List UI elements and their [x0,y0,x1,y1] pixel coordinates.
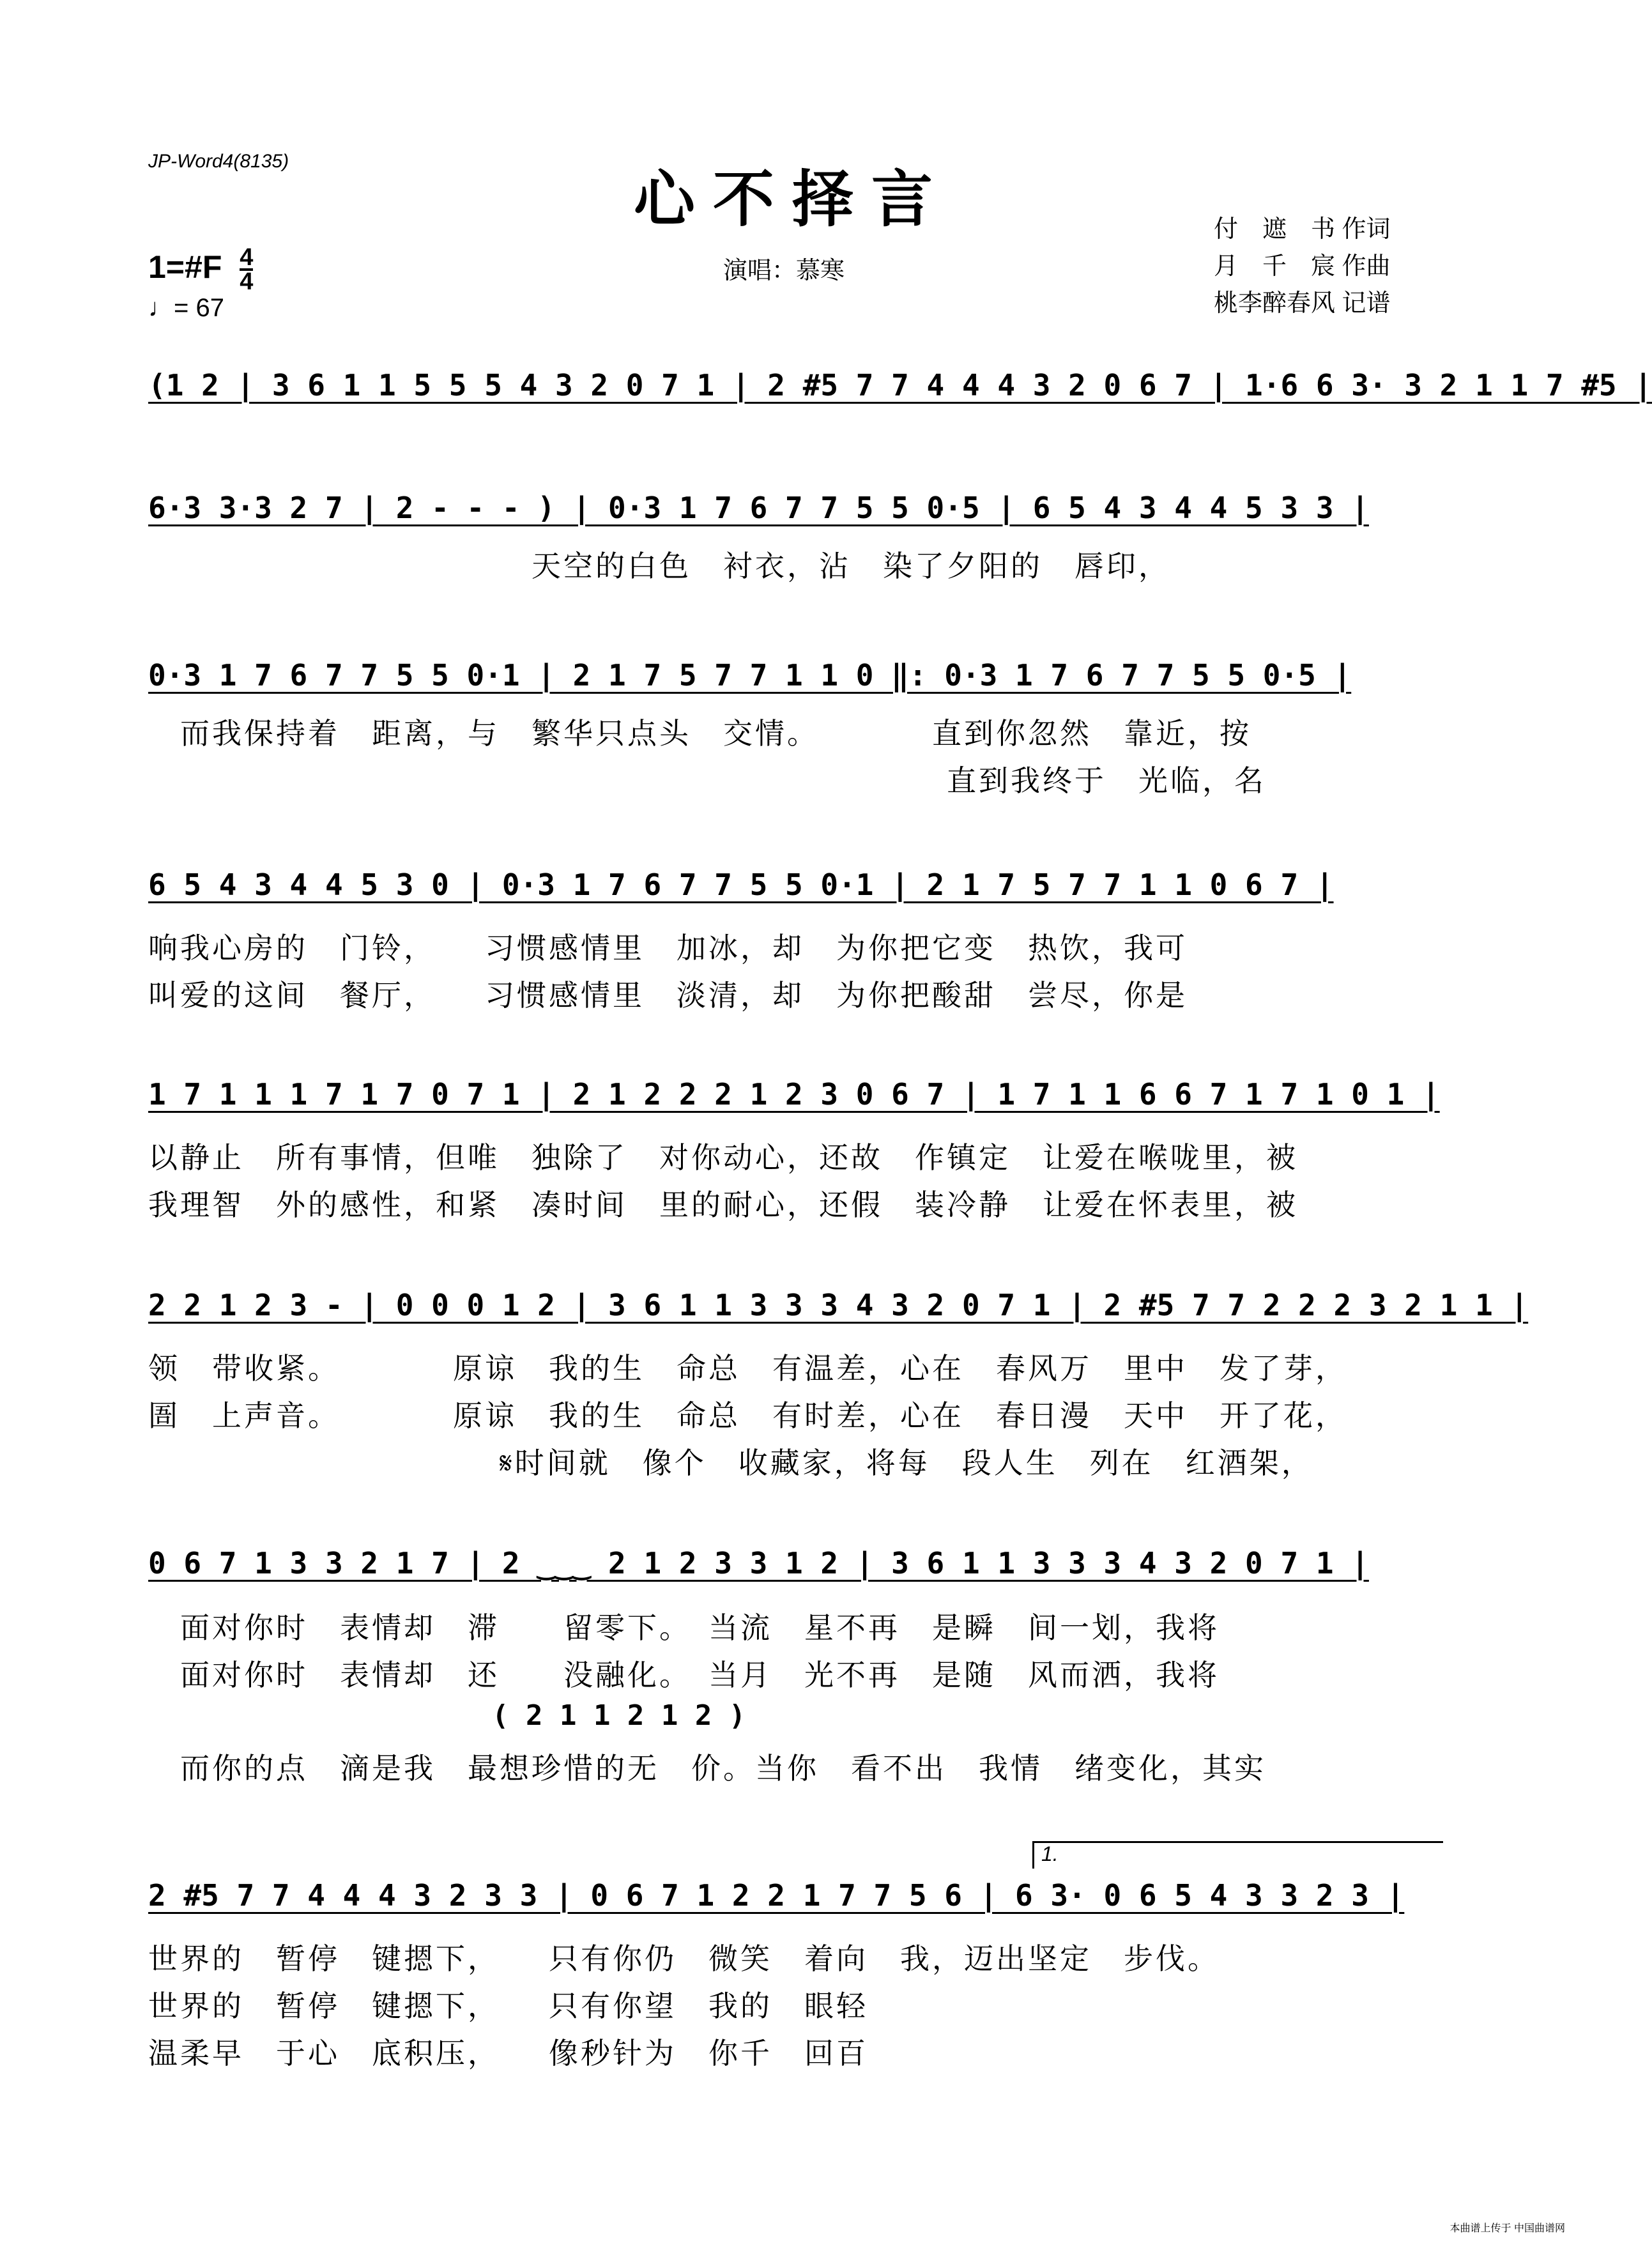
lyric-line: 圄 上声音。 原谅 我的生 命总 有时差，心在 春日漫 天中 开了花， [148,1398,1347,1433]
lyric-line: 而你的点 滴是我 最想珍惜的无 价。当你 看不出 我情 绪变化，其实 [148,1751,1266,1786]
credits-block [1214,211,1391,322]
lyric-line: 叫爱的这间 餐厅， 习惯感情里 淡清，却 为你把酸甜 尝尽，你是 [148,978,1188,1013]
notation-line: 1 7 1 1 1 7 1 7 0 7 1 | 2 1 2 2 2 1 2 3 0 6 7 | 1 7 1 1 6 6 7 1 7 1 0 1 | [148,1077,1440,1112]
notation-line: 0 6 7 1 3 3 2 1 7 | 2 ‿‿‿ 2 1 2 3 3 1 2 | 3 6 1 1 3 3 3 4 3 2 0 7 1 | [148,1546,1369,1580]
lyric-line: 我理智 外的感性，和紧 凑时间 里的耐心，还假 装冷静 让爱在怀表里，被 [148,1188,1298,1222]
time-sig-bottom: 4 [240,268,254,295]
lyric-line: 𝄋时间就 像个 收藏家，将每 段人生 列在 红酒架， [148,1446,1313,1480]
notation-line: 2 #5 7 7 4 4 4 3 2 3 3 | 0 6 7 1 2 2 1 7 7 5 6 | 6 3· 0 6 5 4 3 3 2 3 | [148,1878,1405,1913]
singer-credit: 演唱：慕寒 [723,257,845,284]
lyric-line: 面对你时 表情却 滞 留零下。 当流 星不再 是瞬 间一划，我将 [148,1610,1220,1645]
lyric-line: 世界的 暂停 键摁下， 只有你仍 微笑 着向 我，迈出坚定 步伐。 [148,1941,1220,1976]
volta-bracket [1032,1841,1443,1869]
song-title: 心不择言 [634,163,951,235]
notation-line: 6 5 4 3 4 4 5 3 0 | 0·3 1 7 6 7 7 5 5 0·1 | 2 1 7 5 7 7 1 1 0 6 7 | [148,868,1334,902]
lyric-line: 响我心房的 门铃， 习惯感情里 加冰，却 为你把它变 热饮，我可 [148,931,1188,965]
composer-credit: 月 千 宸 作曲 [1214,253,1391,280]
notation-line: 2 2 1 2 3 - | 0 0 0 1 2 | 3 6 1 1 3 3 3 4 3 2 0 7 1 | 2 #5 7 7 2 2 2 3 2 1 1 | [148,1288,1529,1322]
lyric-line: 直到我终于 光临，名 [148,763,1266,798]
lyric-line: 温柔早 于心 底积压， 像秒针为 你千 回百 [148,2036,868,2070]
footer-watermark: 本曲谱上传于 中国曲谱网 [1449,2223,1565,2234]
lyricist-credit: 付 遮 书 作词 [1214,216,1391,243]
notation-line: 0·3 1 7 6 7 7 5 5 0·1 | 2 1 7 5 7 7 1 1 0 ‖: 0·3 1 7 6 7 7 5 5 0·5 | [148,658,1352,692]
key-signature [148,244,254,295]
lyric-line: 领 带收紧。 原谅 我的生 命总 有温差，心在 春风万 里中 发了芽， [148,1351,1347,1386]
lyric-line: 世界的 暂停 键摁下， 只有你望 我的 眼轻 [148,1989,868,2023]
tempo-marking: ♩= 67 [148,294,224,322]
key-label: 1=#F [148,249,222,286]
time-signature [240,244,254,295]
notation-line: (1 2 | 3 6 1 1 5 5 5 4 3 2 0 7 1 | 2 #5 7 7 4 4 4 3 2 0 6 7 | 1·6 6 3· 3 2 1 1 7 #5 | [148,368,1652,402]
software-label: JP-Word4(8135) [148,151,289,172]
time-sig-top: 4 [240,244,254,271]
lyric-line: 天空的白色 衬衣，沾 染了夕阳的 唇印， [148,549,1170,583]
triplet-variant: ( 2 1 1 2 1 2 ) [492,1699,746,1732]
lyric-line: 而我保持着 距离，与 繁华只点头 交情。 直到你忽然 靠近，按 [148,716,1251,751]
volta-label: 1. [1041,1842,1059,1865]
lyric-line: 面对你时 表情却 还 没融化。 当月 光不再 是随 风而洒，我将 [148,1658,1220,1692]
notation-line: 6·3 3·3 2 7 | 2 - - - ) | 0·3 1 7 6 7 7 5 5 0·5 | 6 5 4 3 4 4 5 3 3 | [148,491,1369,525]
transcriber-credit: 桃李醉春风 记谱 [1214,290,1391,317]
lyric-line: 以静止 所有事情，但唯 独除了 对你动心，还故 作镇定 让爱在喉咙里，被 [148,1140,1298,1175]
